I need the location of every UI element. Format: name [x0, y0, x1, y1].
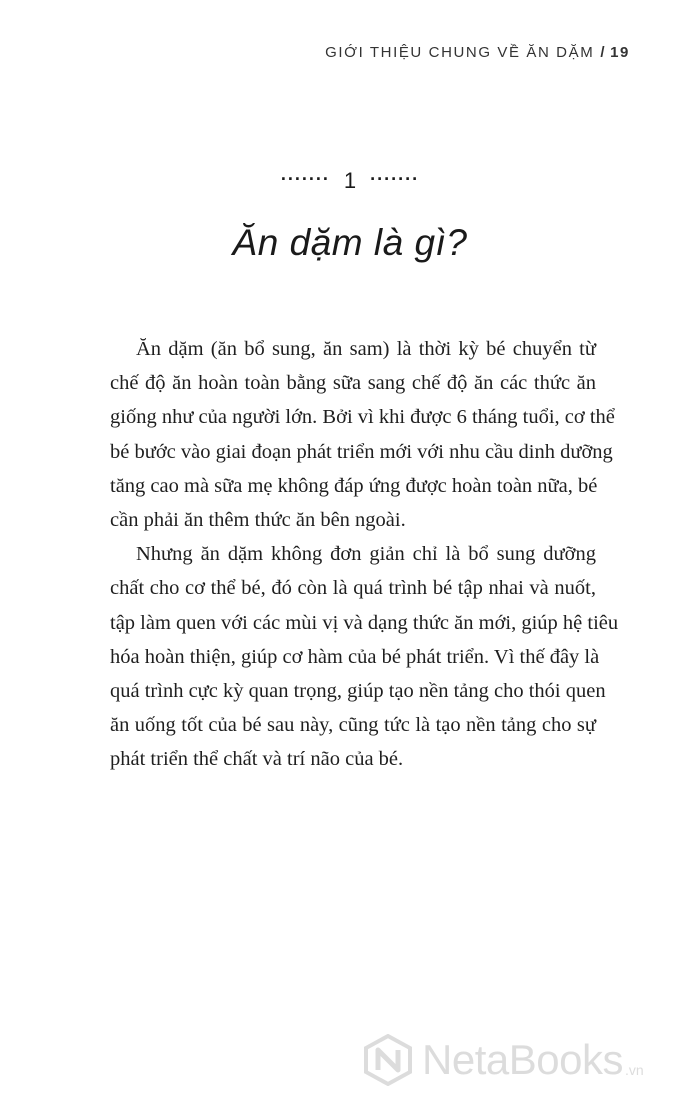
text-line: giống như của người lớn. Bởi vì khi được 6 tháng tuổi, cơ thể: [110, 406, 615, 429]
text-line: Ăn dặm (ăn bổ sung, ăn sam) là thời kỳ bé chuyển từ: [136, 338, 596, 360]
text-line: bé bước vào giai đoạn phát triển mới với nhu cầu dinh dưỡng: [110, 440, 613, 463]
text-line: cần phải ăn thêm thức ăn bên ngoài.: [110, 509, 406, 532]
body-text: [110, 332, 619, 777]
chapter-number: 1: [343, 168, 357, 193]
paragraph-2: [110, 537, 619, 776]
text-line: ăn uống tốt của bé sau này, cũng tức là tạo nền tảng cho sự: [110, 714, 596, 737]
text-line: Nhưng ăn dặm không đơn giản chỉ là bổ sung dưỡng: [136, 543, 596, 566]
chapter-dots-left: ·······: [280, 169, 330, 189]
text-line: tập làm quen với các mùi vị và dạng thức ăn mới, giúp hệ tiêu: [110, 611, 619, 634]
text-line: tăng cao mà sữa mẹ không đáp ứng được hoàn toàn nữa, bé: [110, 474, 598, 497]
chapter-title: Ăn dặm là gì?: [232, 222, 468, 263]
running-header: [325, 44, 630, 61]
netabooks-logo-icon: [362, 1034, 414, 1086]
running-title: GIỚI THIỆU CHUNG VỀ ĂN DẶM: [325, 44, 595, 61]
text-line: chất cho cơ thể bé, đó còn là quá trình bé tập nhai và nuốt,: [110, 577, 596, 600]
chapter-dots-right: ·······: [370, 169, 420, 189]
watermark-brand: NetaBooks: [422, 1036, 623, 1083]
text-line: phát triển thể chất và trí não của bé.: [110, 748, 404, 771]
chapter-marker: [0, 168, 700, 194]
paragraph-1: [110, 332, 615, 537]
text-line: quá trình cực kỳ quan trọng, giúp tạo nền tảng cho thói quen: [110, 680, 606, 703]
text-line: chế độ ăn hoàn toàn bằng sữa sang chế độ ăn các thức ăn: [110, 372, 596, 395]
page-number: 19: [610, 44, 630, 61]
watermark: [362, 1030, 692, 1090]
text-line: hóa hoàn thiện, giúp cơ hàm của bé phát triển. Vì thế đây là: [110, 645, 600, 668]
watermark-suffix: .vn: [624, 1062, 644, 1078]
header-separator: /: [600, 44, 607, 61]
